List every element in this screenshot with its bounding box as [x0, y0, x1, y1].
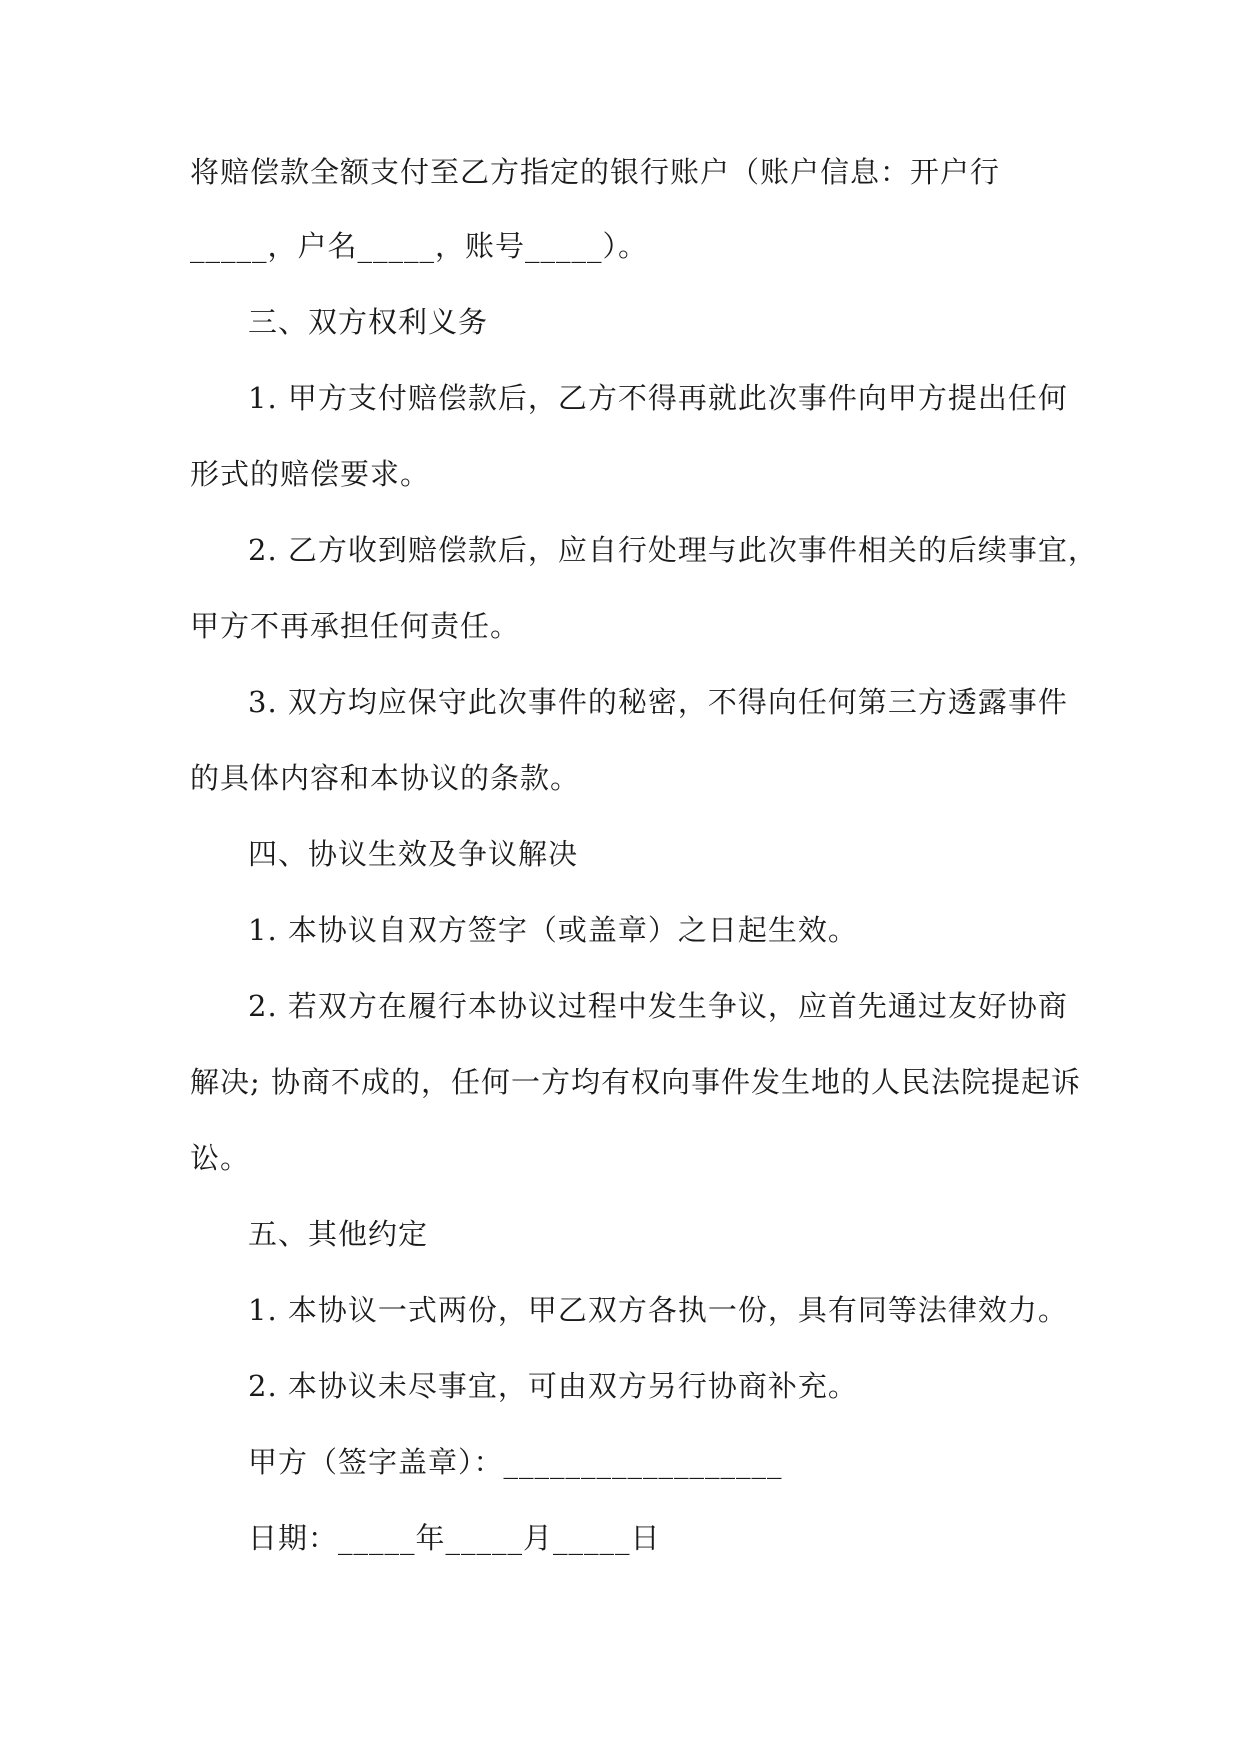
- section-heading: 四、协议生效及争议解决: [248, 837, 579, 871]
- paragraph-line: 讼。: [190, 1141, 251, 1175]
- paragraph-line: _____，户名_____，账号_____）。: [190, 229, 649, 263]
- signature-line: 甲方（签字盖章）：__________________: [248, 1445, 783, 1479]
- paragraph-line: 2. 若双方在履行本协议过程中发生争议，应首先通过友好协商: [248, 989, 1068, 1023]
- paragraph-line: 甲方不再承担任何责任。: [190, 609, 521, 643]
- paragraph-line: 1. 本协议一式两份，甲乙双方各执一份，具有同等法律效力。: [248, 1293, 1068, 1327]
- paragraph-line: 形式的赔偿要求。: [190, 457, 431, 491]
- paragraph-line: 1. 甲方支付赔偿款后，乙方不得再就此次事件向甲方提出任何: [248, 381, 1068, 415]
- date-line: 日期：_____年_____月_____日: [248, 1521, 661, 1555]
- section-heading: 三、双方权利义务: [248, 305, 489, 339]
- paragraph-line: 1. 本协议自双方签字（或盖章）之日起生效。: [248, 913, 858, 947]
- paragraph-line: 解决; 协商不成的，任何一方均有权向事件发生地的人民法院提起诉: [190, 1065, 1081, 1099]
- paragraph-line: 的具体内容和本协议的条款。: [190, 761, 581, 795]
- paragraph-line: 3. 双方均应保守此次事件的秘密，不得向任何第三方透露事件: [248, 685, 1068, 719]
- section-heading: 五、其他约定: [248, 1217, 429, 1251]
- paragraph-line: 将赔偿款全额支付至乙方指定的银行账户（账户信息：开户行: [190, 155, 1001, 189]
- paragraph-line: 2. 本协议未尽事宜，可由双方另行协商补充。: [248, 1369, 858, 1403]
- paragraph-line: 2. 乙方收到赔偿款后，应自行处理与此次事件相关的后续事宜，: [248, 533, 1098, 567]
